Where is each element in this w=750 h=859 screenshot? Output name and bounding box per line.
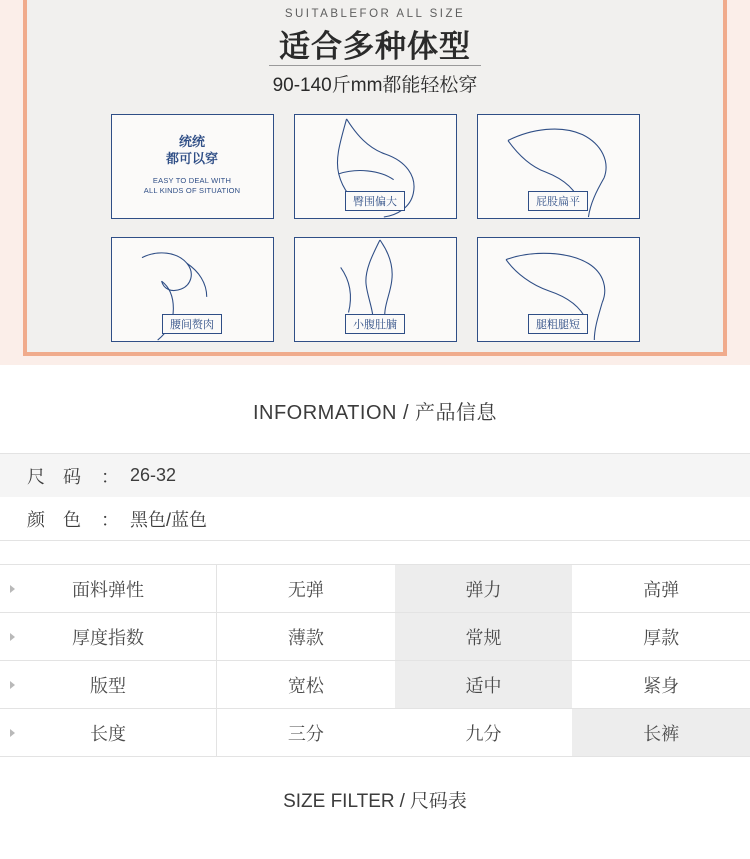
- product-information-section: [0, 365, 750, 564]
- info-value-size: 26-32: [130, 465, 177, 485]
- triangle-right-icon: [10, 585, 15, 593]
- triangle-right-icon: [10, 681, 15, 689]
- info-label-size-left: 尺: [27, 466, 45, 487]
- spec-option[interactable]: 薄款: [287, 627, 324, 648]
- info-label-color-left: 颜: [27, 509, 45, 530]
- info-value-color: 黑色/蓝色: [130, 509, 208, 530]
- spec-option-selected[interactable]: 弹力: [395, 565, 573, 612]
- info-label-size-right: 码: [63, 466, 81, 487]
- spec-name-label: 版型: [90, 675, 126, 696]
- card-sub-en-line1: EASY TO DEAL WITH: [152, 176, 232, 185]
- triangle-right-icon: [10, 729, 15, 737]
- spec-name-label: 长度: [90, 723, 126, 744]
- table-row: [0, 709, 750, 757]
- table-row: [0, 565, 750, 613]
- banner-subtitle-en: SUITABLEFOR ALL SIZE: [284, 8, 466, 20]
- information-heading-slash: /: [402, 402, 410, 424]
- spec-option[interactable]: 高弹: [643, 579, 680, 600]
- banner-divider: [269, 65, 481, 66]
- suitable-for-all-size-banner: [0, 0, 750, 365]
- spec-attribute-table: [0, 564, 750, 757]
- spec-name-label: 厚度指数: [72, 627, 144, 648]
- card-title-line1: 统统: [178, 134, 205, 149]
- spec-option[interactable]: 无弹: [287, 579, 324, 600]
- info-row-color: [0, 497, 750, 540]
- info-label-color: [27, 506, 123, 532]
- card-sub-en-line2: ALL KINDS OF SITUATION: [143, 186, 241, 195]
- card-label: 屁股扁平: [528, 191, 588, 211]
- triangle-right-icon: [10, 633, 15, 641]
- spec-option[interactable]: 九分: [465, 723, 502, 744]
- spec-name-cell: [0, 661, 217, 708]
- banner-title-cn: 适合多种体型: [279, 29, 471, 64]
- spec-option[interactable]: 厚款: [643, 627, 680, 648]
- card-label: 臀围偏大: [345, 191, 405, 211]
- info-label-color-right: 色: [63, 509, 81, 530]
- body-type-card: [111, 114, 274, 219]
- spec-option[interactable]: 三分: [287, 723, 324, 744]
- info-label-color-colon: ：: [101, 509, 119, 530]
- size-filter-heading-en: SIZE FILTER: [283, 791, 395, 812]
- spec-option-selected[interactable]: 长裤: [572, 709, 750, 756]
- table-row: [0, 613, 750, 661]
- body-type-card-grid: [110, 114, 640, 342]
- spec-name-cell: [0, 613, 217, 660]
- spec-name-cell: [0, 565, 217, 612]
- info-row-size: [0, 454, 750, 497]
- size-filter-heading-cn: 尺码表: [409, 791, 467, 812]
- card-text-block: [112, 133, 273, 196]
- info-label-size: [27, 463, 123, 489]
- card-label: 小腹肚腩: [345, 314, 405, 334]
- body-type-card: [477, 114, 640, 219]
- information-heading-cn: 产品信息: [415, 402, 498, 424]
- information-heading: [0, 365, 750, 453]
- banner-subtitle-cn: 90-140斤mm都能轻松穿: [272, 75, 478, 96]
- body-type-card: [294, 237, 457, 342]
- body-type-card: [111, 237, 274, 342]
- spec-option[interactable]: 紧身: [643, 675, 680, 696]
- banner-content: [27, 0, 723, 352]
- card-label: 腰间赘肉: [162, 314, 222, 334]
- spec-option-selected[interactable]: 常规: [395, 613, 573, 660]
- spec-option-selected[interactable]: 适中: [395, 661, 573, 708]
- spec-name-label: 面料弹性: [72, 579, 144, 600]
- body-type-card: [477, 237, 640, 342]
- table-row: [0, 661, 750, 709]
- size-filter-heading: [0, 757, 750, 835]
- card-label: 腿粗腿短: [528, 314, 588, 334]
- card-title-line2: 都可以穿: [165, 151, 218, 166]
- body-type-card: [294, 114, 457, 219]
- info-label-size-colon: ：: [101, 466, 119, 487]
- spacer: [0, 541, 750, 564]
- banner-frame: [23, 0, 727, 356]
- size-filter-heading-slash: /: [399, 791, 405, 812]
- information-heading-en: INFORMATION: [252, 402, 397, 424]
- spec-option[interactable]: 宽松: [287, 675, 324, 696]
- spec-name-cell: [0, 709, 217, 756]
